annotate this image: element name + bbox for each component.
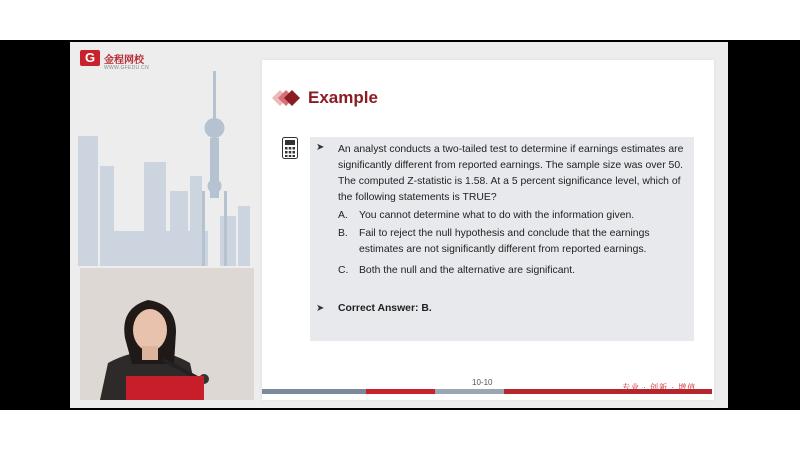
presenter-image [80,268,254,400]
brand-name: 金程网校 [104,54,144,66]
footer-slogan: 专业 · 创新 · 增值 [622,383,697,392]
brand-url: WWW.GFEDU.CN [104,65,149,71]
diamond-chevrons-icon [272,90,300,106]
option-letter: B. [338,228,348,239]
slide-title: Example [308,88,378,107]
question-text: An analyst conducts a two-tailed test to determine if earnings estimates are significantly different from reported earnings. The sample size was over 50. The computed Z-statistic is 1.58. At a 5 percent significance level, which of the following statements is TRUE? [338,144,684,203]
brand-logo-mark: G [80,50,100,66]
option-a [338,208,681,224]
slide-title-row [272,88,378,108]
lecture-slide [70,42,728,408]
presenter-video [80,268,254,400]
brand-logo [80,50,144,66]
calculator-icon [282,137,298,159]
question-box [310,137,694,341]
correct-answer: Correct Answer: B. [338,303,432,314]
arrow-bullet-icon: ➤ [316,303,325,314]
option-c [338,263,681,279]
option-text: You cannot determine what to do with the information given. [359,210,635,221]
option-b [338,226,681,258]
arrow-bullet-icon: ➤ [316,142,325,153]
option-letter: A. [338,210,348,221]
slide-content-card [262,60,714,400]
option-text: Fail to reject the null hypothesis and conclude that the earnings estimates are not significantly different from reported earnings. [359,228,650,255]
city-skyline-image [70,66,254,266]
option-letter: C. [338,265,349,276]
page-number: 10-10 [472,378,493,387]
option-text: Both the null and the alternative are significant. [359,265,576,276]
